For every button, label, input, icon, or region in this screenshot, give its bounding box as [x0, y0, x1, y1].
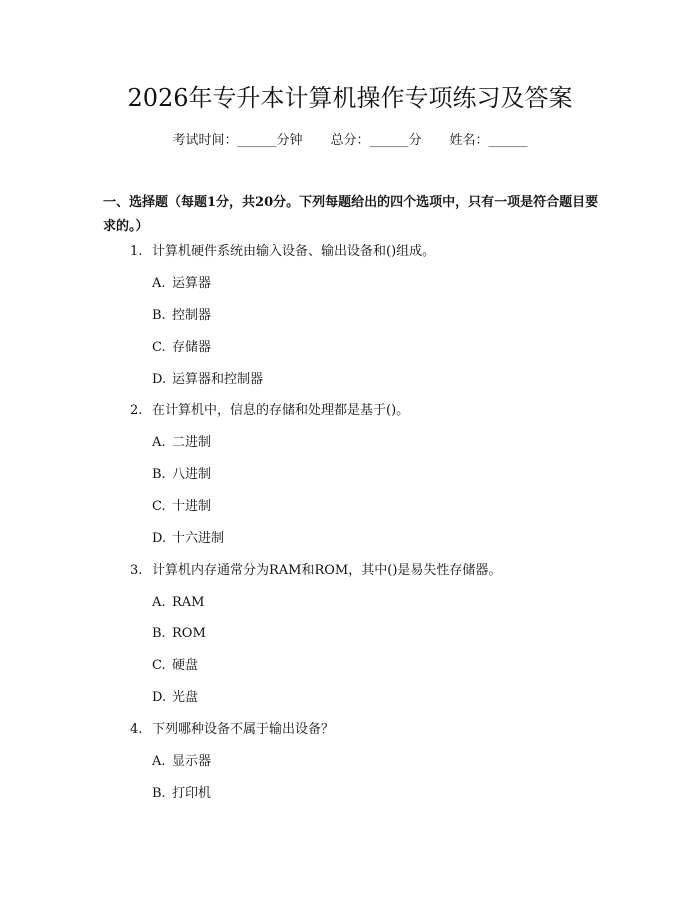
question-3-option-b: B. ROM [152, 626, 206, 641]
question-1-option-c: C. 存储器 [152, 340, 212, 355]
question-3 [130, 562, 501, 580]
student-name: 姓名：______ [449, 133, 528, 148]
document-title: 2026年专升本计算机操作专项练习及答案 [127, 84, 573, 112]
question-4-option-a: A. 显示器 [152, 754, 212, 769]
question-2 [130, 402, 409, 420]
question-4-option-b: B. 打印机 [152, 786, 212, 801]
question-3-option-a: A. RAM [152, 595, 205, 610]
question-1-option-d: D. 运算器和控制器 [152, 372, 264, 387]
exam-meta [0, 132, 700, 150]
question-4-text: 下列哪种设备不属于输出设备？ [152, 722, 335, 737]
question-2-option-a: A. 二进制 [152, 435, 212, 450]
question-3-option-d: D. 光盘 [152, 690, 199, 705]
question-2-number: 2. [130, 403, 143, 418]
question-3-number: 3. [130, 563, 143, 578]
question-2-option-b: B. 八进制 [152, 467, 212, 482]
question-2-option-c: C. 十进制 [152, 499, 212, 514]
question-4 [130, 721, 334, 739]
question-3-text: 计算机内存通常分为RAM和ROM，其中()是易失性存储器。 [152, 563, 502, 578]
total-score: 总分：______分 [330, 133, 422, 148]
question-1-text: 计算机硬件系统由输入设备、输出设备和()组成。 [152, 244, 436, 259]
question-2-text: 在计算机中，信息的存储和处理都是基于()。 [152, 403, 410, 418]
question-1 [130, 243, 435, 261]
question-1-number: 1. [130, 244, 143, 259]
section-heading: 一、选择题（每题1分，共20分。下列每题给出的四个选项中，只有一项是符合题目要求的。） [103, 195, 599, 234]
question-2-option-d: D. 十六进制 [152, 531, 225, 546]
question-3-option-c: C. 硬盘 [152, 658, 199, 673]
question-1-option-a: A. 运算器 [152, 276, 212, 291]
exam-time: 考试时间：______分钟 [172, 133, 303, 148]
question-1-option-b: B. 控制器 [152, 308, 212, 323]
question-4-number: 4. [130, 722, 143, 737]
